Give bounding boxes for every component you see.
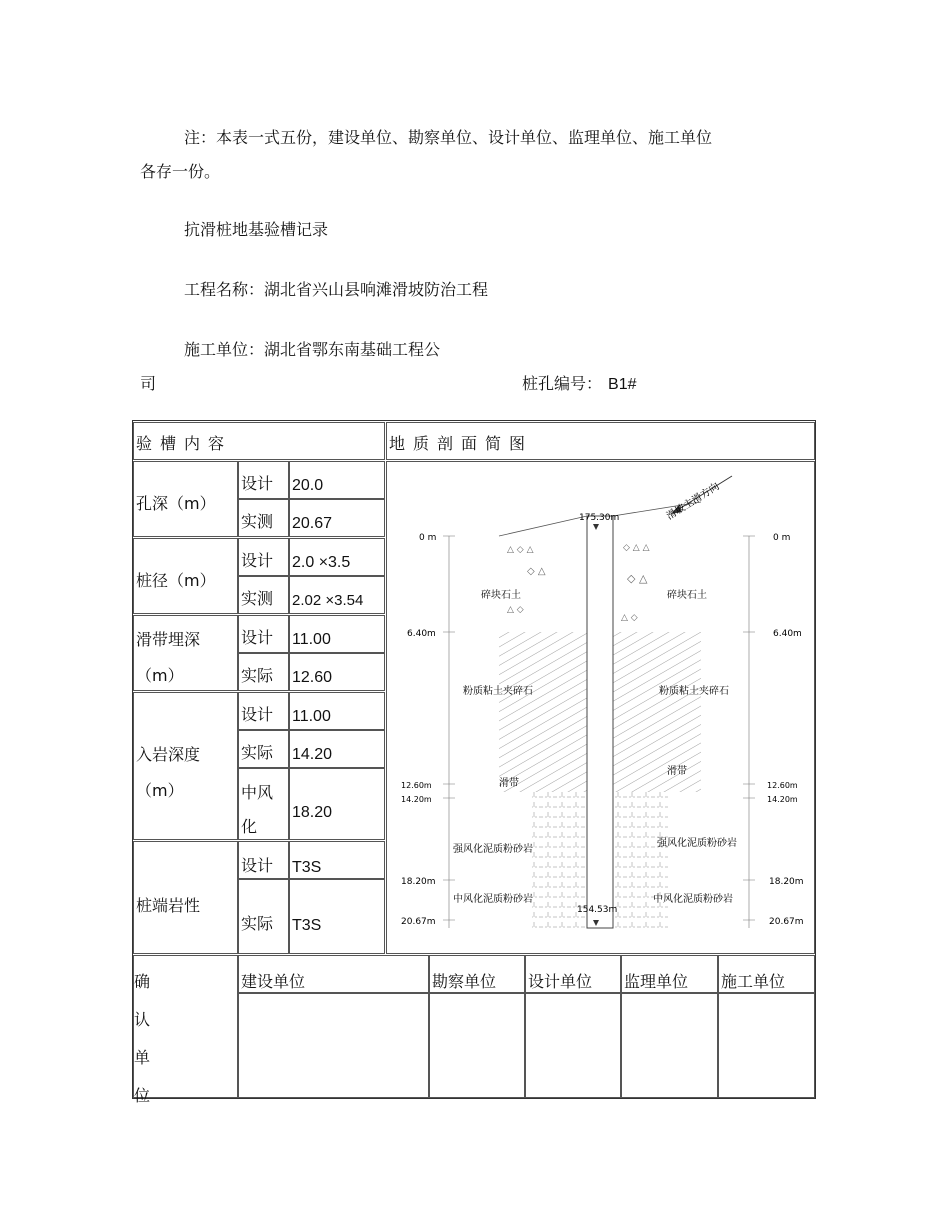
value: 2.0 ×3.5 — [292, 554, 351, 571]
depth-left-0: 0 m — [419, 533, 437, 543]
header-left-text: 验槽内容 — [136, 434, 233, 453]
svg-text:△ ◇ △: △ ◇ △ — [507, 545, 534, 555]
pile-label: 桩孔编号： — [522, 374, 603, 393]
depth-left-4: 18.20m — [401, 877, 436, 887]
value: 18.20 — [292, 804, 333, 821]
sub-key: 中风 — [241, 783, 274, 802]
item-cell-pile-diameter — [133, 538, 238, 614]
depth-left-5: 20.67m — [401, 917, 436, 927]
sub-key-cell — [238, 692, 289, 730]
sub-key-cell — [238, 576, 289, 614]
svg-text:◇ △: ◇ △ — [627, 572, 648, 585]
value: T3S — [292, 859, 322, 876]
value: 12.60 — [292, 669, 333, 686]
item-label: 桩径（m） — [136, 571, 216, 590]
contractor-value-wrap: 司 — [140, 374, 157, 393]
item-label: 桩端岩性 — [136, 896, 201, 915]
value-cell — [289, 841, 385, 879]
svg-text:◇ △: ◇ △ — [527, 566, 546, 577]
sub-key-cell — [238, 615, 289, 653]
sub-key-cell — [238, 499, 289, 537]
unit-name: 监理单位 — [624, 972, 689, 991]
confirm-char: 确 — [134, 972, 151, 991]
sub-key: 实测 — [241, 512, 274, 531]
note-line-1: 注：本表一式五份，建设单位、勘察单位、设计单位、监理单位、施工单位 — [184, 128, 713, 147]
layer-label-left-2: 滑带 — [499, 778, 519, 789]
pile-value: B1# — [608, 376, 637, 393]
value: 11.00 — [292, 631, 331, 648]
svg-text:△ ◇: △ ◇ — [621, 613, 638, 623]
value: 20.67 — [292, 515, 333, 532]
depth-left-1: 6.40m — [407, 629, 436, 639]
item-unit: （m） — [136, 781, 184, 800]
depth-right-3: 14.20m — [767, 795, 798, 804]
layer-label-left-3: 强风化泥质粉砂岩 — [453, 844, 533, 855]
unit-name: 施工单位 — [721, 972, 786, 991]
top-elevation: 175.30m — [579, 513, 620, 523]
sub-key-cell — [238, 730, 289, 768]
unit-header-design — [525, 955, 621, 993]
sub-key: 设计 — [241, 705, 274, 724]
sub-key: 实测 — [241, 589, 274, 608]
header-right-text: 地质剖面简图 — [389, 434, 534, 453]
value-cell — [289, 461, 385, 499]
record-title: 抗滑桩地基验槽记录 — [184, 220, 329, 239]
arrow-label: 滑坡主滑方向 — [664, 481, 722, 523]
value-cell — [289, 538, 385, 576]
value-cell — [289, 615, 385, 653]
value-cell — [289, 730, 385, 768]
sub-key: 实际 — [241, 914, 274, 933]
signature-cell-contractor — [718, 993, 815, 1098]
depth-right-0: 0 m — [773, 533, 791, 543]
contractor-label: 施工单位： — [184, 340, 265, 359]
depth-right-4: 18.20m — [769, 877, 804, 887]
layer-label-right-3: 强风化泥质粉砂岩 — [657, 838, 737, 849]
item-cell-pile-end-rock — [133, 841, 238, 954]
confirm-label — [134, 972, 150, 1124]
item-label: 滑带埋深 — [136, 630, 201, 649]
confirm-char: 单 — [134, 1048, 151, 1067]
sub-key-wrap: 化 — [241, 817, 258, 836]
layer-label-right-0: 碎块石土 — [667, 590, 707, 601]
layer-label-left-4: 中风化泥质粉砂岩 — [453, 894, 533, 905]
value: 20.0 — [292, 477, 324, 494]
sub-key: 实际 — [241, 666, 274, 685]
unit-name: 勘察单位 — [432, 972, 497, 991]
depth-right-1: 6.40m — [773, 629, 802, 639]
contractor-value: 湖北省鄂东南基础工程公 — [264, 340, 441, 359]
item-label: 入岩深度 — [136, 745, 201, 764]
value-cell — [289, 879, 385, 954]
header-right-cell — [386, 422, 815, 460]
value: 11.00 — [292, 708, 331, 725]
signature-cell-survey — [429, 993, 525, 1098]
unit-header-contractor — [718, 955, 815, 993]
item-cell-rock-depth — [133, 692, 238, 840]
value-cell — [289, 653, 385, 691]
signature-cell-supervision — [621, 993, 718, 1098]
value-cell — [289, 576, 385, 614]
project-label: 工程名称： — [184, 280, 265, 299]
unit-name: 设计单位 — [528, 972, 593, 991]
geology-diagram-cell — [386, 461, 815, 954]
value: T3S — [292, 917, 322, 934]
pile-shaft — [587, 516, 613, 928]
confirm-label-cell — [133, 955, 238, 1105]
confirm-char: 位 — [134, 1086, 151, 1105]
sub-key: 设计 — [241, 856, 274, 875]
layer-label-right-4: 中风化泥质粉砂岩 — [653, 894, 733, 905]
svg-text:◇ △ △: ◇ △ △ — [623, 543, 650, 553]
unit-name: 建设单位 — [241, 972, 306, 991]
value: 2.02 ×3.54 — [292, 592, 364, 609]
depth-left-2: 12.60m — [401, 781, 432, 790]
sub-key: 实际 — [241, 743, 274, 762]
contractor-row — [184, 340, 440, 360]
sub-key: 设计 — [241, 474, 274, 493]
svg-text:△ ◇: △ ◇ — [507, 605, 524, 615]
value-cell — [289, 499, 385, 537]
sub-key: 设计 — [241, 628, 274, 647]
sub-key-cell — [238, 879, 289, 954]
sub-key-cell — [238, 841, 289, 879]
signature-cell-design — [525, 993, 621, 1098]
bottom-elevation: 154.53m — [577, 905, 618, 915]
project-value: 湖北省兴山县响滩滑坡防治工程 — [264, 280, 489, 299]
sub-key: 设计 — [241, 551, 274, 570]
depth-right-2: 12.60m — [767, 781, 798, 790]
item-cell-slip-zone-depth — [133, 615, 238, 691]
item-unit: （m） — [136, 666, 184, 685]
layer-label-left-0: 碎块石土 — [481, 590, 521, 601]
note-line-2: 各存一份。 — [140, 162, 221, 181]
signature-cell-construction — [238, 993, 429, 1098]
sub-key-cell — [238, 768, 289, 840]
confirm-char: 认 — [134, 1010, 151, 1029]
item-cell-hole-depth — [133, 461, 238, 537]
pile-number-row — [522, 374, 636, 395]
header-left-cell — [133, 422, 385, 460]
sub-key-cell — [238, 461, 289, 499]
layer-label-left-1: 粉质粘土夹碎石 — [463, 686, 533, 697]
sub-key-cell — [238, 538, 289, 576]
item-label: 孔深（m） — [136, 494, 216, 513]
value-cell — [289, 692, 385, 730]
depth-right-5: 20.67m — [769, 917, 804, 927]
unit-header-construction — [238, 955, 429, 993]
geology-diagram — [387, 462, 814, 953]
value-cell — [289, 768, 385, 840]
depth-left-3: 14.20m — [401, 795, 432, 804]
layer-label-right-2: 滑带 — [667, 766, 687, 777]
value: 14.20 — [292, 746, 333, 763]
sub-key-cell — [238, 653, 289, 691]
project-name-row — [184, 280, 488, 300]
unit-header-survey — [429, 955, 525, 993]
unit-header-supervision — [621, 955, 718, 993]
layer-label-right-1: 粉质粘土夹碎石 — [659, 686, 729, 697]
